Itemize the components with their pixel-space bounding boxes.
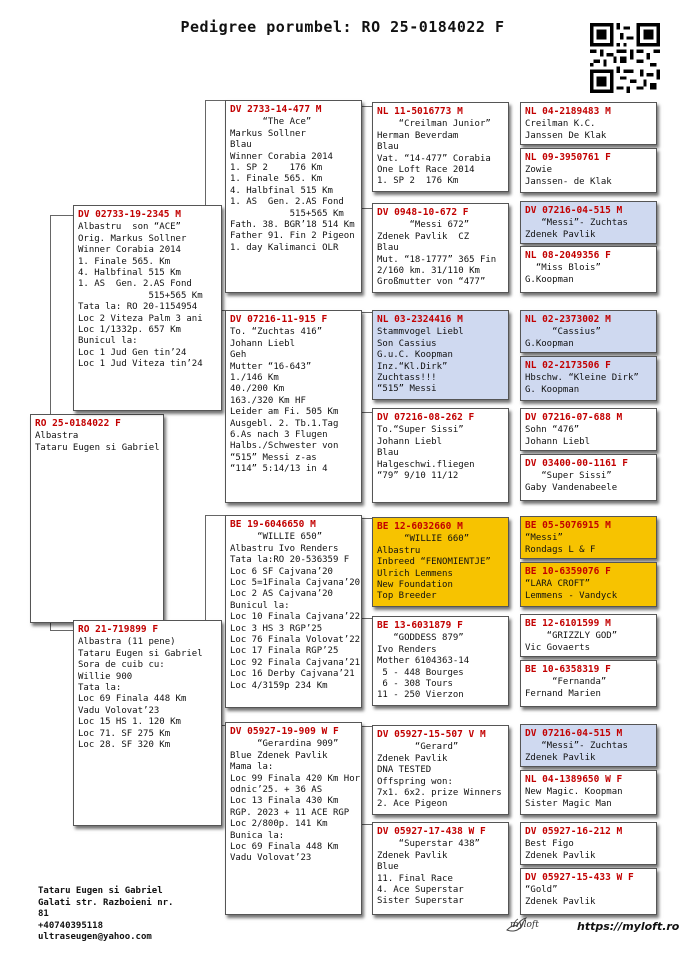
text-line: “515” Messi <box>377 384 437 395</box>
ring-number: NL 09-3950761 F <box>525 152 611 163</box>
text-line: Ivo Renders <box>377 644 437 655</box>
text-line: Bunicul la: <box>230 600 290 611</box>
pigeon-lines <box>525 165 652 188</box>
text-line: Sohn “476” <box>525 425 580 436</box>
text-line: Loc 28. SF 320 Km <box>78 740 171 751</box>
pigeon-lines <box>525 263 652 286</box>
text-line: 515+565 Km <box>78 290 203 301</box>
text-line: 4. Ace Superstar <box>377 885 464 896</box>
text-line: Mama la: <box>230 762 274 773</box>
connector <box>50 630 74 631</box>
pigeon-lines <box>525 631 652 654</box>
text-line: 2/160 km. 31/110 Km <box>377 266 480 277</box>
ring-number: NL 02-2173506 F <box>525 360 611 371</box>
gen4-box[interactable] <box>372 102 509 192</box>
text-line: “Creilman Junior” <box>377 119 491 130</box>
connector <box>205 100 206 210</box>
text-line: Loc 10 Finala Cajvana’22 <box>230 612 361 623</box>
ring-number: DV 02733-19-2345 M <box>78 209 181 220</box>
text-line: 11 - 250 Vierzon <box>377 690 464 701</box>
gen5-box[interactable] <box>520 822 657 865</box>
text-line: Loc 76 Finala Volovat’22 <box>230 635 361 646</box>
text-line: ultraseugen@yahoo.com <box>38 932 152 942</box>
pigeon-lines <box>230 327 357 475</box>
text-line: “GRIZZLY GOD” <box>525 631 618 642</box>
text-line: Blue <box>377 862 399 873</box>
gen5-box[interactable] <box>520 868 657 915</box>
text-line: Tata la: RO 20-1154954 <box>78 302 198 313</box>
text-line: Orig. Markus Sollner <box>78 233 187 244</box>
text-line: Gaby Vandenabeele <box>525 482 618 493</box>
text-line: “Superstar 438” <box>377 839 480 850</box>
text-line: Creilman K.C. <box>525 119 596 130</box>
text-line: Zdenek Pavlik <box>377 850 448 861</box>
text-line: Top Breeder <box>377 591 437 602</box>
pigeon-lines <box>230 739 361 864</box>
text-line: “Messi”- Zuchtas <box>525 741 628 752</box>
text-line: 4. Halbfinal 515 Km <box>78 268 181 279</box>
text-line: Mutter “16-643” <box>230 361 312 372</box>
text-line: Tataru Eugen si Gabriel <box>35 442 160 453</box>
gen4-box[interactable] <box>372 725 509 815</box>
text-line: 6.As nach 3 Flugen <box>230 430 328 441</box>
pigeon-lines <box>230 532 361 692</box>
pigeon-lines <box>525 218 652 241</box>
text-line: odnic’25. + 36 AS <box>230 785 323 796</box>
ring-number: NL 04-1389650 W F <box>525 774 623 785</box>
ring-number: DV 2733-14-477 M <box>230 104 322 115</box>
text-line: Offspring won: <box>377 776 453 787</box>
text-line: Zdenek Pavlik <box>525 850 596 861</box>
text-line: Vadu Volovat’23 <box>78 705 160 716</box>
qr-code <box>590 23 660 93</box>
ring-number: RO 25-0184022 F <box>35 418 121 429</box>
text-line: DNA TESTED <box>377 765 432 776</box>
gen5-box[interactable] <box>520 724 657 767</box>
text-line: “Miss Blois” <box>525 263 601 274</box>
owner-contact <box>38 886 173 944</box>
text-line: Loc 1 Jud Viteza tin’24 <box>78 359 203 370</box>
text-line: RGP. 2023 + 11 ACE RGP <box>230 807 350 818</box>
text-line: 5 - 448 Bourges <box>377 667 464 678</box>
gen4-box[interactable] <box>372 203 509 293</box>
gen5-box[interactable] <box>520 516 657 559</box>
ring-number: BE 10-6359076 F <box>525 566 611 577</box>
text-line: Best Figo <box>525 839 574 850</box>
text-line: Lemmens - Vandyck <box>525 590 618 601</box>
pigeon-lines <box>377 425 504 482</box>
text-line: “WILLIE 660” <box>377 534 470 545</box>
text-line: Tata la: <box>78 683 122 694</box>
text-line: Blau <box>377 243 399 254</box>
text-line: Vic Govaerts <box>525 642 591 653</box>
brand-url[interactable]: https://myloft.ro <box>577 920 680 933</box>
text-line: Loc 15 HS 1. 120 Km <box>78 717 181 728</box>
gen4-box[interactable] <box>372 616 509 706</box>
gen3-box[interactable] <box>225 515 362 708</box>
ring-number: RO 21-719899 F <box>78 624 159 635</box>
ring-number: DV 07216-04-515 M <box>525 728 623 739</box>
gen5-box[interactable] <box>520 201 657 244</box>
text-line: “79” 9/10 11/12 <box>377 471 459 482</box>
text-line: Willie 900 <box>78 671 133 682</box>
text-line: “Gold” <box>525 885 558 896</box>
text-line: “The Ace” <box>230 117 312 128</box>
text-line: “Cassius” <box>525 327 601 338</box>
text-line: Rondags L & F <box>525 544 596 555</box>
text-line: Blau <box>377 448 399 459</box>
gen5-box[interactable] <box>520 408 657 451</box>
text-line: New Foundation <box>377 580 453 591</box>
text-line: “Messi”- Zuchtas <box>525 218 628 229</box>
text-line: “114” 5:14/13 in 4 <box>230 464 328 475</box>
text-line: Inbreed “FENOMIENTJE” <box>377 557 491 568</box>
text-line: Vadu Volovat’23 <box>230 853 312 864</box>
gen5-box[interactable] <box>520 246 657 293</box>
text-line: G.u.C. Koopman <box>377 350 453 361</box>
pigeon-lines <box>377 742 504 810</box>
ring-number: BE 05-5076915 M <box>525 520 611 531</box>
gen5-box[interactable] <box>520 356 657 401</box>
text-line: Loc 69 Finala 448 Km <box>230 842 339 853</box>
connector <box>50 215 51 415</box>
gen5-box[interactable] <box>520 660 657 707</box>
text-line: “Fernanda” <box>525 677 607 688</box>
text-line: Sora de cuib cu: <box>78 660 165 671</box>
text-line: Albastru son “ACE” <box>78 222 181 233</box>
text-line: 1. SP 2 176 Km <box>230 163 323 174</box>
pigeon-lines <box>377 220 504 288</box>
text-line: 11. Final Race <box>377 873 453 884</box>
text-line: Loc 2 AS Cajvana’20 <box>230 589 333 600</box>
text-line: Albastra <box>35 431 79 442</box>
pigeon-lines <box>377 633 504 701</box>
pigeon-lines <box>525 579 652 602</box>
text-line: Loc 1 Jud Gen tin’24 <box>78 347 187 358</box>
text-line: Ulrich Lemmens <box>377 568 453 579</box>
text-line: Zdenek Pavlik <box>377 753 448 764</box>
text-line: “515” Messi z-as <box>230 452 317 463</box>
text-line: Janssen De Klak <box>525 130 607 141</box>
pigeon-lines <box>525 677 652 700</box>
text-line: “Gerardina 909” <box>230 739 339 750</box>
connector <box>205 100 227 101</box>
text-line: Inz.“Kl.Dirk” <box>377 361 448 372</box>
text-line: 6 - 308 Tours <box>377 679 453 690</box>
gen3-box[interactable] <box>225 722 362 915</box>
pigeon-lines <box>377 534 504 602</box>
gen3-box[interactable] <box>225 310 362 503</box>
ring-number: BE 10-6358319 F <box>525 664 611 675</box>
ring-number: NL 08-2049356 F <box>525 250 611 261</box>
text-line: Son Cassius <box>377 338 437 349</box>
text-line: Loc 3 HS 3 RGP’25 <box>230 623 323 634</box>
gen5-box[interactable] <box>520 614 657 657</box>
text-line: Loc 69 Finala 448 Km <box>78 694 187 705</box>
text-line: “Messi” <box>525 533 563 544</box>
ring-number: DV 05927-15-507 V M <box>377 729 486 740</box>
text-line: Loc 2 Viteza Palm 3 ani <box>78 313 203 324</box>
text-line: Leider am Fi. 505 Km <box>230 407 339 418</box>
gen4-box[interactable] <box>372 408 509 503</box>
pigeon-lines <box>525 327 652 350</box>
text-line: Loc 1/1332p. 657 Km <box>78 325 181 336</box>
subject-box[interactable] <box>30 414 164 623</box>
text-line: Bunicul la: <box>78 336 138 347</box>
text-line: 2. Ace Pigeon <box>377 799 448 810</box>
text-line: Tataru Eugen si Gabriel <box>38 886 163 896</box>
text-line: 515+565 Km <box>230 208 344 219</box>
text-line: Blau <box>377 142 399 153</box>
sire-lines <box>78 222 217 370</box>
text-line: +40740395118 <box>38 920 104 931</box>
gen5-box[interactable] <box>520 102 657 145</box>
text-line: Loc 71. SF 275 Km <box>78 728 171 739</box>
text-line: To. “Zuchtas 416” <box>230 327 323 338</box>
text-line: Winner Corabia 2014 <box>78 245 181 256</box>
gen5-box[interactable] <box>520 310 657 353</box>
text-line: Hbschw. “Kleine Dirk” <box>525 373 639 384</box>
gen5-box[interactable] <box>520 454 657 501</box>
text-line: Mut. “18-1777” 365 Fin <box>377 254 497 265</box>
text-line: 7x1. 6x2. prize Winners <box>377 788 502 799</box>
text-line: One Loft Race 2014 <box>377 165 475 176</box>
text-line: Vat. “14-477” Corabia <box>377 153 491 164</box>
text-line: Johann Liebl <box>230 338 296 349</box>
ring-number: BE 12-6032660 M <box>377 521 463 532</box>
text-line: Ausgebl. 2. Tb.1.Tag <box>230 418 339 429</box>
text-line: Loc 6 SF Cajvana’20 <box>230 566 333 577</box>
pigeon-lines <box>377 119 504 187</box>
text-line: Tataru Eugen si Gabriel <box>78 648 203 659</box>
text-line: Loc 17 Finala RGP’25 <box>230 646 339 657</box>
text-line: “Super Sissi” <box>525 471 612 482</box>
text-line: Albastru <box>377 545 421 556</box>
ring-number: DV 05927-19-909 W F <box>230 726 339 737</box>
text-line: Loc 4/3159p 234 Km <box>230 680 328 691</box>
text-line: G.Koopman <box>525 338 574 349</box>
text-line: Zdenek Pavlik <box>525 229 596 240</box>
gen5-box[interactable] <box>520 562 657 607</box>
ring-number: DV 0948-10-672 F <box>377 207 469 218</box>
text-line: “GODDESS 879” <box>377 633 464 644</box>
text-line: Father 91. Fin 2 Pigeon <box>230 231 355 242</box>
pigeon-lines <box>525 373 652 396</box>
pigeon-lines <box>525 885 652 908</box>
gen4-box[interactable] <box>372 310 509 400</box>
ring-number: BE 13-6031879 F <box>377 620 463 631</box>
subject-lines <box>35 431 159 454</box>
ring-number: NL 02-2373002 M <box>525 314 611 325</box>
text-line: Albastra (11 pene) <box>78 637 176 648</box>
text-line: Loc 92 Finala Cajvana’21 <box>230 657 361 668</box>
text-line: 4. Halbfinal 515 Km <box>230 185 333 196</box>
text-line: Zdenek Pavlik <box>525 896 596 907</box>
ring-number: DV 05927-16-212 M <box>525 826 623 837</box>
ring-number: DV 05927-15-433 W F <box>525 872 634 883</box>
text-line: Loc 5=1Finala Cajvana’20 <box>230 578 361 589</box>
text-line: Halgeschwi.fliegen <box>377 459 475 470</box>
ring-number: NL 03-2324416 M <box>377 314 463 325</box>
text-line: Zdenek Pavlik CZ <box>377 231 470 242</box>
dam-box[interactable] <box>73 620 222 826</box>
text-line: Herman Beverdam <box>377 130 459 141</box>
text-line: Tata la:RO 20-536359 F <box>230 555 350 566</box>
text-line: Mother 6104363-14 <box>377 656 470 667</box>
text-line: Blue Zdenek Pavlik <box>230 750 328 761</box>
connector <box>50 215 74 216</box>
text-line: 81 <box>38 909 49 919</box>
text-line: 1. AS Gen. 2.AS Fond <box>78 279 192 290</box>
ring-number: DV 07216-08-262 F <box>377 412 475 423</box>
gen3-box[interactable] <box>225 100 362 293</box>
text-line: Sister Magic Man <box>525 798 612 809</box>
text-line: Zdenek Pavlik <box>525 752 596 763</box>
ring-number: DV 07216-04-515 M <box>525 205 623 216</box>
text-line: 40./200 Km <box>230 384 285 395</box>
pigeon-lines <box>525 741 652 764</box>
text-line: Janssen- de Klak <box>525 176 612 187</box>
text-line: 1./146 Km <box>230 373 279 384</box>
ring-number: NL 11-5016773 M <box>377 106 463 117</box>
pigeon-lines <box>377 327 504 395</box>
dam-lines <box>78 637 217 751</box>
text-line: “WILLIE 650” <box>230 532 323 543</box>
text-line: 1. Finale 565. Km <box>230 174 323 185</box>
text-line: Großmutter von “477” <box>377 277 486 288</box>
text-line: Bunica la: <box>230 830 285 841</box>
pigeon-lines <box>525 533 652 556</box>
text-line: Markus Sollner <box>230 128 306 139</box>
text-line: 163./320 Km HF <box>230 395 306 406</box>
text-line: Fath. 38. BGR’18 514 Km <box>230 220 355 231</box>
ring-number: BE 12-6101599 M <box>525 618 611 629</box>
text-line: Albastru Ivo Renders <box>230 543 339 554</box>
text-line: 1. day Kalimanci OLR <box>230 242 339 253</box>
text-line: Geh <box>230 350 247 361</box>
text-line: 1. AS Gen. 2.AS Fond <box>230 197 344 208</box>
text-line: Johann Liebl <box>377 436 443 447</box>
ring-number: DV 07216-07-688 M <box>525 412 623 423</box>
pigeon-lines <box>230 117 357 254</box>
text-line: “Gerard” <box>377 742 459 753</box>
page-title: Pedigree porumbel: RO 25-0184022 F <box>180 18 505 36</box>
pigeon-lines <box>525 471 652 494</box>
text-line: Sister Superstar <box>377 896 464 907</box>
pigeon-lines <box>377 839 504 907</box>
text-line: “Messi 672” <box>377 220 470 231</box>
ring-number: DV 05927-17-438 W F <box>377 826 486 837</box>
text-line: 1. Finale 565. Km <box>78 256 171 267</box>
text-line: Loc 2/800p. 141 Km <box>230 819 328 830</box>
pigeon-lines <box>525 787 652 810</box>
text-line: “LARA CROFT” <box>525 579 591 590</box>
ring-number: BE 19-6046650 M <box>230 519 316 530</box>
text-line: Winner Corabia 2014 <box>230 151 333 162</box>
text-line: Zuchtass!!! <box>377 373 437 384</box>
brand-name: myloft <box>510 920 539 930</box>
gen5-box[interactable] <box>520 770 657 815</box>
text-line: Loc 99 Finala 420 Km Hor <box>230 773 361 784</box>
text-line: G. Koopman <box>525 384 580 395</box>
text-line: Halbs./Schwester von <box>230 441 339 452</box>
text-line: To.“Super Sissi” <box>377 425 464 436</box>
sire-box[interactable] <box>73 205 222 411</box>
gen5-box[interactable] <box>520 148 657 193</box>
text-line: G.Koopman <box>525 274 574 285</box>
text-line: 1. SP 2 176 Km <box>377 176 459 187</box>
text-line: Stammvogel Liebl <box>377 327 464 338</box>
text-line: Galati str. Razboieni nr. <box>38 897 174 908</box>
connector <box>205 515 206 625</box>
text-line: Blau <box>230 140 252 151</box>
text-line: Johann Liebl <box>525 436 591 447</box>
ring-number: DV 03400-00-1161 F <box>525 458 628 469</box>
pigeon-lines <box>525 425 652 448</box>
text-line: Fernand Marien <box>525 688 601 699</box>
connector <box>205 515 227 516</box>
text-line: Zowie <box>525 165 553 176</box>
pigeon-lines <box>525 119 652 142</box>
text-line: Loc 16 Derby Cajvana’21 <box>230 669 355 680</box>
ring-number: NL 04-2189483 M <box>525 106 611 117</box>
gen4-box[interactable] <box>372 517 509 607</box>
ring-number: DV 07216-11-915 F <box>230 314 328 325</box>
text-line: Loc 13 Finala 430 Km <box>230 796 339 807</box>
pigeon-lines <box>525 839 652 862</box>
text-line: New Magic. Koopman <box>525 787 623 798</box>
gen4-box[interactable] <box>372 822 509 915</box>
